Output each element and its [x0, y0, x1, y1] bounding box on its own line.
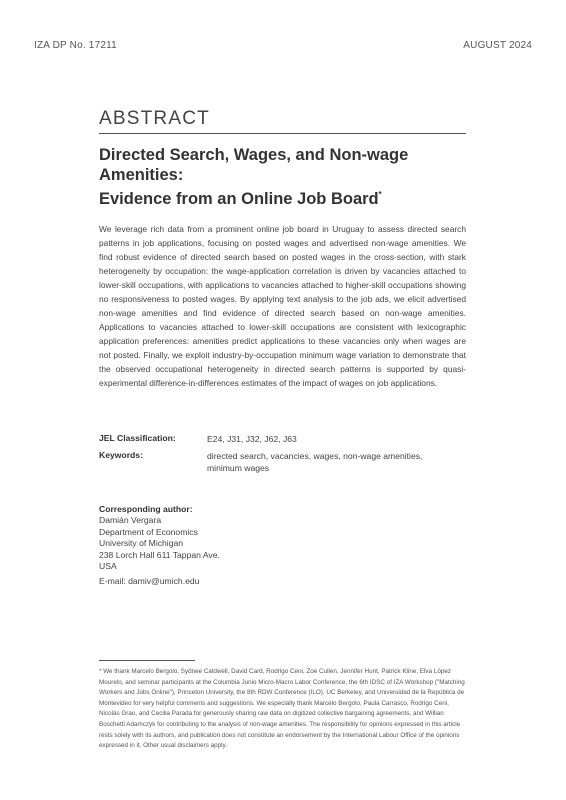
acknowledgement-footnote: * We thank Marcelo Bergolo, Sydnee Caldwell, David Card, Rodrigo Ceni, Zoe Cullen, Jennifer Hunt, Patrick Kline, Elva López Mourelo, and seminar participants at the Columbia Junio Micro-Macro Labor Conference, the 6th IDSC of IZA Workshop ("Matching Workers and Jobs Online"), Princeton University, the 8th RDW Conference (ILO), UC Berkeley, and Universidad de la República de Montevideo for very helpful comments and suggestions. We especially thank Marcelo Bergolo, Paula Carrasco, Rodrigo Ceni, Nicolás Grau, and Cecilia Parada for generously sharing raw data on digitized collective bargaining agreements, and Willian Boschetti Adamczyk for contributing to the analysis of non-wage amenities. The responsibility for opinions expressed in this article rests solely with its authors, and publication does not constitute an endorsement by the International Labour Office of the opinions expressed in it. Other usual disclaimers apply. — [99, 668, 465, 750]
footnote-rule — [99, 660, 195, 661]
keywords-value — [207, 450, 469, 474]
corresponding-author-title: Corresponding author: — [99, 504, 193, 514]
author-email[interactable]: E-mail: damiv@umich.edu — [99, 576, 200, 587]
title-line-3-text: Evidence from an Online Job Board — [99, 190, 379, 208]
publication-date: AUGUST 2024 — [463, 40, 532, 51]
title-line-2: Amenities: — [99, 166, 184, 184]
paper-title — [99, 145, 469, 209]
keywords-label: Keywords: — [99, 450, 143, 460]
abstract-text: We leverage rich data from a prominent online job board in Uruguay to assess directed search patterns in job applications, focusing on posted wages and advertised non-wage amenities. We find robust evidence of directed search based on posted wages in the cross-section, with stark heterogeneity by occupation: the wage-application correlation is driven by vacancies attached to lower-skill occupations, with applications to vacancies attached to higher-skill occupations showing no responsiveness to posted wages. By applying text analysis to the job ads, we elicit advertised non-wage amenities and find evidence of directed search based on non-wage amenities. Applications to vacancies attached to lower-skill occupations are consistent with lexicographic application preferences: amenities predict applications to these vacancies only when wages are not posted. Finally, we exploit industry-by-occupation minimum wage variation to demonstrate that the observed occupational heterogeneity in directed search patterns is supported by quasi-experimental difference-in-differences estimates of the impact of wages on job applications. — [99, 224, 466, 388]
author-university: University of Michigan — [99, 538, 184, 549]
author-name: Damián Vergara — [99, 515, 162, 526]
title-line-1: Directed Search, Wages, and Non-wage — [99, 146, 409, 164]
keywords-line-1: directed search, vacancies, wages, non-wage amenities, — [207, 451, 423, 461]
section-heading: ABSTRACT — [99, 108, 210, 129]
author-department: Department of Economics — [99, 526, 198, 537]
author-address: 238 Lorch Hall 611 Tappan Ave. — [99, 549, 220, 560]
title-footnote-mark: * — [378, 190, 382, 199]
author-country: USA — [99, 561, 117, 572]
heading-rule — [99, 133, 466, 134]
jel-label: JEL Classification: — [99, 433, 176, 443]
series-number: IZA DP No. 17211 — [34, 40, 117, 51]
corresponding-author-block — [99, 504, 220, 588]
jel-value: E24, J31, J32, J62, J63 — [207, 434, 297, 444]
keywords-line-2: minimum wages — [207, 463, 270, 473]
title-line-3 — [99, 185, 469, 209]
